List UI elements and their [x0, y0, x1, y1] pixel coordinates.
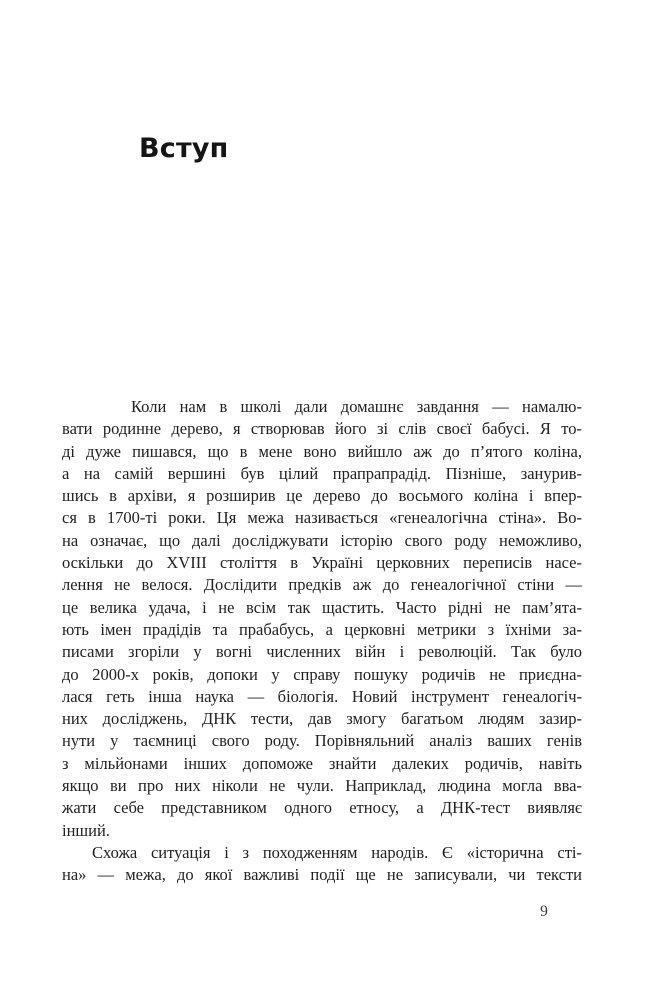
- text-line: а на самій вершині був цілий прапрапрадід. Пізніше, занурив-: [62, 463, 582, 483]
- text-line: до 2000-х років, допоки у справу пошуку родичів не приєдна-: [62, 664, 582, 684]
- text-line: ді дуже пишався, що в мене воно вийшло аж до п’ятого коліна,: [62, 441, 582, 461]
- paragraph: [62, 396, 582, 842]
- body-text-block: [62, 396, 582, 887]
- text-line: лася геть інша наука — біологія. Новий інструмент генеалогіч-: [62, 686, 582, 706]
- paragraph: [62, 842, 582, 887]
- text-line: на» — межа, до якої важливі події ще не записували, чи тексти: [62, 865, 582, 885]
- text-line: жати себе представником одного етносу, а ДНК-тест виявляє: [62, 798, 582, 818]
- text-line: на означає, що далі досліджувати історію свого роду неможливо,: [62, 530, 582, 550]
- text-line: писами згоріли у вогні численних війн і революцій. Так було: [62, 642, 582, 662]
- text-line: вати родинне дерево, я створював його зі слів своєї бабусі. Я то-: [62, 419, 582, 439]
- text-line: оскільки до XVIII століття в Україні церковних переписів насе-: [62, 553, 582, 573]
- text-line: них досліджень, ДНК тести, дав змогу багатьом людям зазир-: [62, 709, 582, 729]
- text-line: ють імен прадідів та прабабусь, а церковні метрики з їхніми за-: [62, 619, 582, 639]
- text-line: інший.: [62, 820, 110, 840]
- page-number: 9: [540, 903, 548, 920]
- text-line: ся в 1700-ті роки. Ця межа називається «генеалогічна стіна». Во-: [62, 508, 582, 528]
- text-line: нути у таємниці свого роду. Порівняльний аналіз ваших генів: [62, 731, 582, 751]
- text-line: якщо ви про них ніколи не чули. Наприклад, людина могла вва-: [62, 776, 582, 796]
- text-line: лення не велося. Дослідити предків аж до генеалогічної стіни —: [62, 575, 582, 595]
- text-line: Схожа ситуація і з походженням народів. Є «історична сті-: [92, 842, 582, 862]
- chapter-heading: Вступ: [139, 133, 229, 164]
- text-line: Коли нам в школі дали домашнє завдання — намалю-: [131, 397, 582, 416]
- text-line: шись в архіви, я розширив це дерево до восьмого коліна і впер-: [62, 486, 582, 506]
- text-line: це велика удача, і не всім так щастить. Часто рідні не пам’ята-: [62, 597, 582, 617]
- text-line: з мільйонами інших допоможе знайти далеких родичів, навіть: [62, 753, 582, 773]
